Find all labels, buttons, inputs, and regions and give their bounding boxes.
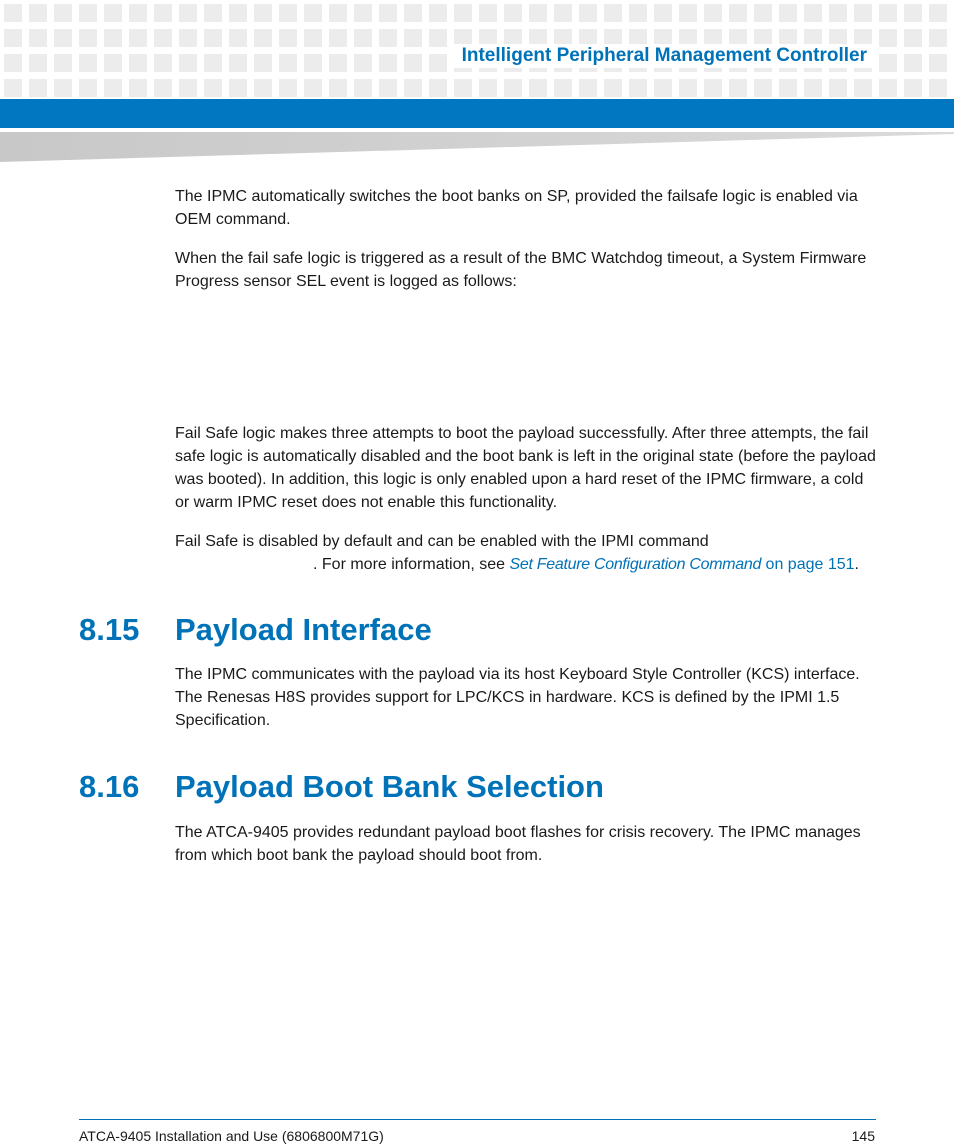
header-pattern-tile (254, 54, 272, 72)
header-pattern-tile (379, 4, 397, 22)
header-pattern-tile (479, 79, 497, 97)
header-pattern-tile (129, 29, 147, 47)
running-header-title: Intelligent Peripheral Management Controller (454, 44, 873, 68)
header-pattern-tile (304, 4, 322, 22)
header-pattern-tile (354, 29, 372, 47)
header-pattern-tile (929, 79, 947, 97)
header-pattern-tile (154, 29, 172, 47)
footer-page-number: 145 (851, 1128, 875, 1144)
header-pattern-tile (304, 54, 322, 72)
header-pattern-tile (929, 4, 947, 22)
header-pattern-tile (179, 54, 197, 72)
header-pattern-tile (79, 4, 97, 22)
header-pattern-tile (279, 54, 297, 72)
header-pattern-tile (754, 79, 772, 97)
paragraph-text: The ATCA-9405 provides redundant payload boot flashes for crisis recovery. The IPMC manages from which boot bank the payload should boot from. (175, 824, 861, 864)
header-pattern-tile (154, 79, 172, 97)
header-pattern-tile (829, 79, 847, 97)
header-pattern-tile (354, 54, 372, 72)
header-pattern-tile (454, 79, 472, 97)
header-pattern-tile (254, 29, 272, 47)
header-pattern-tile (129, 54, 147, 72)
header-pattern-tile (229, 4, 247, 22)
header-pattern-tile (779, 79, 797, 97)
header-pattern-tile (854, 4, 872, 22)
header-pattern-tile (629, 4, 647, 22)
paragraph-line-2 (175, 553, 880, 576)
header-pattern-tile (54, 29, 72, 47)
header-pattern-tile (4, 79, 22, 97)
footer-rule (79, 1119, 876, 1120)
header-pattern-tile (179, 4, 197, 22)
header-pattern-tile (729, 4, 747, 22)
paragraph-failsafe-default (175, 530, 880, 576)
header-pattern-tile (429, 29, 447, 47)
cross-reference-link[interactable]: Set Feature Configuration Command (509, 556, 762, 573)
paragraph-text: When the fail safe logic is triggered as a result of the BMC Watchdog timeout, a System Firmware Progress sensor SEL event is logged as follows: (175, 250, 867, 290)
header-pattern-tile (479, 4, 497, 22)
header-pattern-tile (329, 54, 347, 72)
section-title: Payload Interface (175, 612, 432, 647)
header-pattern-tile (54, 54, 72, 72)
header-pattern-tile (154, 54, 172, 72)
header-pattern-tile (279, 4, 297, 22)
header-pattern-tile (529, 79, 547, 97)
paragraph-text: . (854, 556, 859, 573)
header-pattern-tile (354, 79, 372, 97)
header-pattern-tile (204, 54, 222, 72)
paragraph-watchdog (175, 247, 880, 293)
header-pattern-tile (429, 79, 447, 97)
header-pattern-tile (704, 79, 722, 97)
header-pattern-tile (4, 54, 22, 72)
header-pattern-tile (904, 4, 922, 22)
header-pattern-tile (104, 79, 122, 97)
header-pattern-tile (679, 79, 697, 97)
header-pattern-tile (229, 79, 247, 97)
header-pattern-tile (879, 79, 897, 97)
header-pattern-tile (4, 29, 22, 47)
header-pattern-tile (4, 4, 22, 22)
paragraph-failsafe-switch (175, 185, 880, 231)
header-pattern-tile (29, 54, 47, 72)
header-pattern-tile (179, 79, 197, 97)
header-pattern-tile (704, 4, 722, 22)
section-heading-payload-interface (79, 611, 432, 649)
paragraph-text: . For more information, see (313, 556, 510, 573)
header-pattern-tile (754, 4, 772, 22)
paragraph-boot-bank (175, 821, 880, 867)
header-pattern-tile (179, 29, 197, 47)
header-pattern-tile (279, 79, 297, 97)
paragraph-text: The IPMC automatically switches the boot banks on SP, provided the failsafe logic is enabled via OEM command. (175, 188, 858, 228)
header-pattern-tile (379, 79, 397, 97)
header-pattern-tile (104, 4, 122, 22)
footer-document-title: ATCA-9405 Installation and Use (6806800M71G) (79, 1128, 384, 1144)
header-pattern-tile (154, 4, 172, 22)
header-pattern-tile (204, 29, 222, 47)
header-pattern-tile (604, 4, 622, 22)
header-pattern-tile (354, 4, 372, 22)
header-pattern-tile (254, 4, 272, 22)
header-pattern-tile (529, 4, 547, 22)
header-pattern-tile (379, 29, 397, 47)
header-pattern-tile (729, 79, 747, 97)
header-pattern-tile (79, 29, 97, 47)
header-pattern-tile (904, 54, 922, 72)
section-number: 8.16 (79, 769, 140, 804)
header-pattern-tile (679, 4, 697, 22)
header-pattern-tile (329, 79, 347, 97)
header-pattern-tile (804, 79, 822, 97)
paragraph-line: Fail Safe is disabled by default and can be enabled with the IPMI command (175, 533, 709, 550)
header-pattern-tile (329, 4, 347, 22)
header-pattern-tile (579, 79, 597, 97)
header-pattern-tile (104, 29, 122, 47)
header-pattern-tile (504, 4, 522, 22)
paragraph-payload-interface (175, 663, 880, 732)
header-pattern-tile (804, 4, 822, 22)
header-pattern-tile (779, 4, 797, 22)
header-pattern-tile (404, 54, 422, 72)
header-pattern-tile (929, 54, 947, 72)
header-bar (0, 99, 954, 128)
header-pattern-tile (204, 4, 222, 22)
header-pattern-tile (879, 4, 897, 22)
header-pattern-tile (254, 79, 272, 97)
header-wedge (0, 132, 954, 162)
header-pattern-tile (329, 29, 347, 47)
section-title: Payload Boot Bank Selection (175, 769, 604, 804)
header-pattern-tile (604, 79, 622, 97)
header-pattern-tile (29, 29, 47, 47)
header-pattern-tile (629, 79, 647, 97)
header-pattern-tile (429, 54, 447, 72)
header-pattern-tile (304, 79, 322, 97)
header-pattern-tile (129, 79, 147, 97)
header-pattern-tile (79, 79, 97, 97)
header-pattern-tile (29, 79, 47, 97)
header-pattern-tile (829, 4, 847, 22)
header-pattern-tile (579, 4, 597, 22)
header-pattern-tile (554, 79, 572, 97)
header-pattern-tile (29, 4, 47, 22)
header-pattern-tile (404, 4, 422, 22)
header-pattern-tile (904, 29, 922, 47)
header-pattern-tile (304, 29, 322, 47)
section-heading-boot-bank (79, 768, 604, 806)
header-pattern-tile (404, 29, 422, 47)
header-pattern-tile (854, 79, 872, 97)
header-pattern-tile (929, 29, 947, 47)
header-pattern-tile (504, 79, 522, 97)
header-pattern-tile (104, 54, 122, 72)
header-pattern-tile (879, 29, 897, 47)
header-pattern-tile (554, 4, 572, 22)
page-reference-link[interactable]: on page 151 (765, 556, 855, 573)
header-pattern-tile (879, 54, 897, 72)
header-pattern-tile (379, 54, 397, 72)
header-pattern-tile (654, 4, 672, 22)
section-number: 8.15 (79, 612, 140, 647)
paragraph-text: Fail Safe logic makes three attempts to boot the payload successfully. After three attempts, the fail safe logic is automatically disabled and the boot bank is left in the original state (before the payload was booted). In addition, this logic is only enabled upon a hard reset of the IPMC firmware, a cold or warm IPMC reset does not enable this functionality. (175, 425, 876, 511)
header-pattern-tile (79, 54, 97, 72)
header-pattern-tile (429, 4, 447, 22)
header-pattern-tile (654, 79, 672, 97)
paragraph-text: The IPMC communicates with the payload via its host Keyboard Style Controller (KCS) interface. The Renesas H8S provides support for LPC/KCS in hardware. KCS is defined by the IPMI 1.5 Specification. (175, 666, 860, 729)
header-pattern-tile (229, 54, 247, 72)
header-pattern-tile (229, 29, 247, 47)
header-pattern-tile (279, 29, 297, 47)
header-pattern-tile (904, 79, 922, 97)
paragraph-failsafe-attempts (175, 422, 880, 514)
header-pattern-tile (129, 4, 147, 22)
header-pattern-tile (404, 79, 422, 97)
header-pattern-tile (204, 79, 222, 97)
header-pattern-tile (454, 4, 472, 22)
header-pattern-tile (54, 79, 72, 97)
header-pattern-tile (54, 4, 72, 22)
